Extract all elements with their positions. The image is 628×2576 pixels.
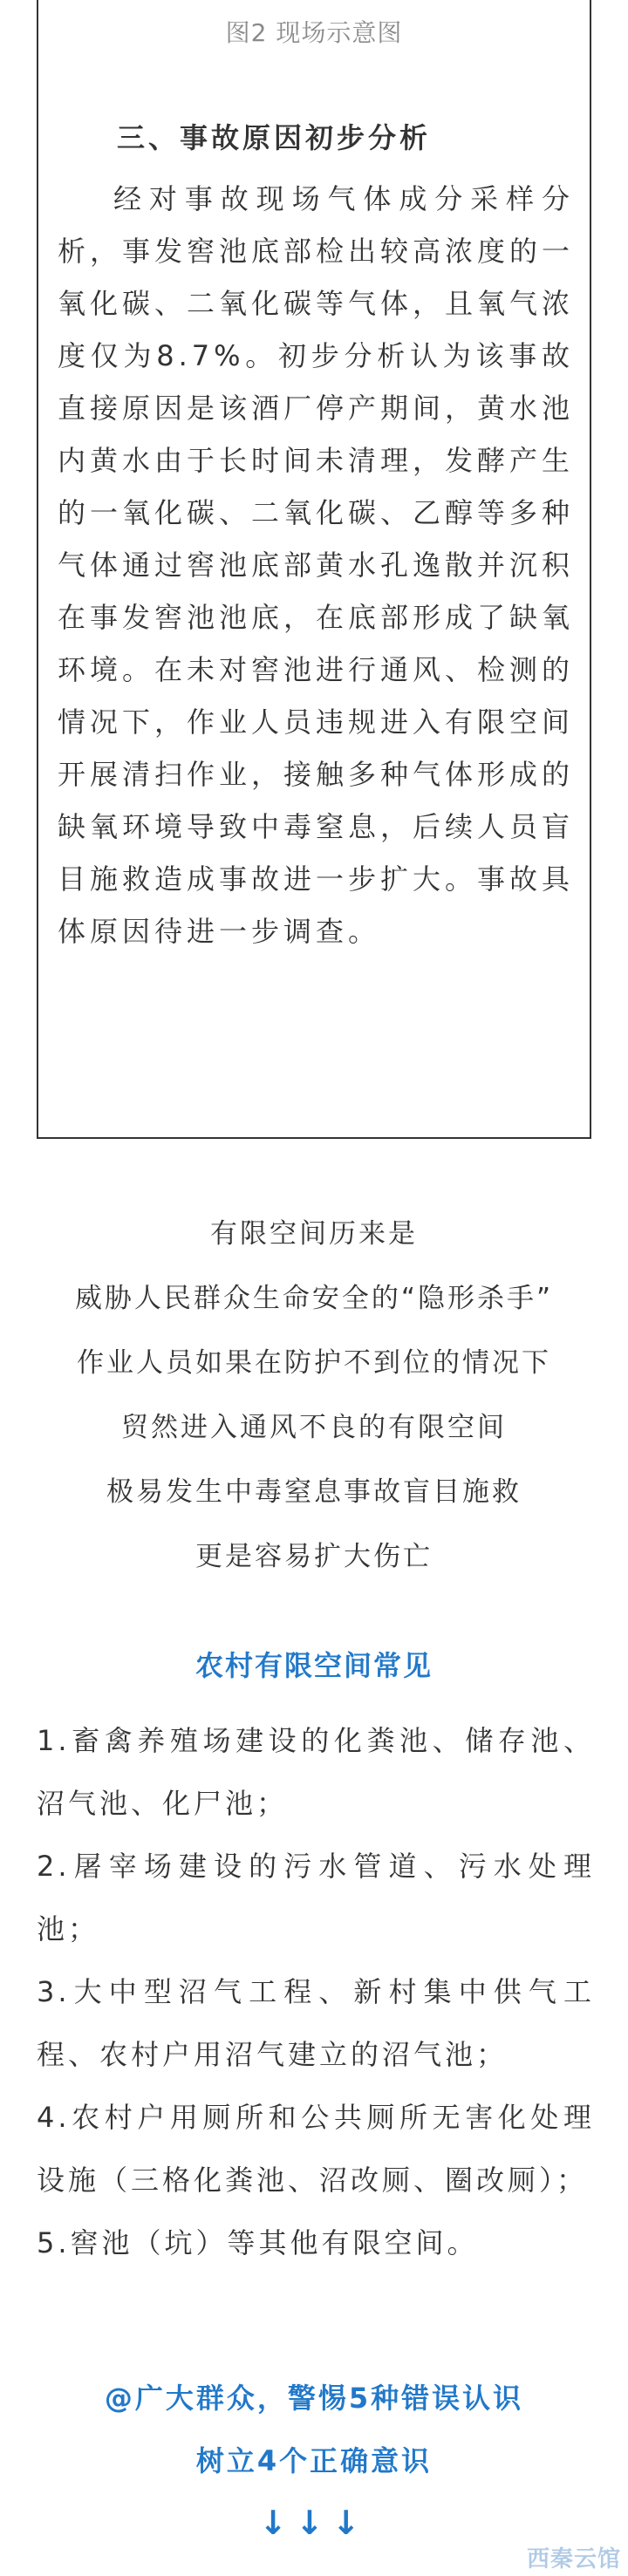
watermark-logo: 西秦云馆 <box>526 2546 621 2573</box>
call-to-action-line: 树立4个正确意识 <box>195 2444 433 2477</box>
warning-line: 贸然进入通风不良的有限空间 <box>121 1412 507 1443</box>
list-item: 3.大中型沼气工程、新村集中供气工程、农村户用沼气建立的沼气池； <box>37 1975 595 2071</box>
list-item: 1.畜禽养殖场建设的化粪池、储存池、沼气池、化尸池； <box>37 1724 595 1820</box>
warning-line: 作业人员如果在防护不到位的情况下 <box>77 1347 551 1379</box>
warning-line: 极易发生中毒窒息事故盲目施救 <box>106 1476 522 1508</box>
down-arrows-icon: ↓↓↓ <box>259 2504 369 2542</box>
warning-line: 更是容易扩大伤亡 <box>195 1541 433 1572</box>
list-item: 5.窖池（坑）等其他有限空间。 <box>37 2226 479 2259</box>
warning-line: 威胁人民群众生命安全的“隐形杀手” <box>74 1283 554 1314</box>
rural-section-title: 农村有限空间常见 <box>195 1649 433 1682</box>
rural-space-list <box>37 1709 595 2274</box>
cause-section-title: 三、事故原因初步分析 <box>117 121 432 154</box>
cause-section-body: 经对事故现场气体成分采样分析，事发窖池底部检出较高浓度的一氧化碳、二氧化碳等气体，且氧气浓度仅为8.7%。初步分析认为该事故直接原因是该酒厂停产期间，黄水池内黄水由于长时间未清理，发酵产生的一氧化碳、二氧化碳、乙醇等多种气体通过窖池底部黄水孔逸散并沉积在事发窖池池底，在底部形成了缺氧环境。在未对窖池进行通风、检测的情况下，作业人员违规进入有限空间开展清扫作业，接触多种气体形成的缺氧环境导致中毒窒息，后续人员盲目施救造成事故进一步扩大。事故具体原因待进一步调查。 <box>58 182 575 948</box>
warning-statement <box>0 1202 628 1589</box>
call-to-action-line: @广大群众，警惕5种错误认识 <box>104 2382 524 2415</box>
warning-line: 有限空间历来是 <box>210 1218 418 1250</box>
list-item: 4.农村户用厕所和公共厕所无害化处理设施（三格化粪池、沼改厕、圈改厕）； <box>37 2101 595 2197</box>
figure-caption: 图2 现场示意图 <box>225 18 403 47</box>
list-item: 2.屠宰场建设的污水管道、污水处理池； <box>37 1850 595 1946</box>
